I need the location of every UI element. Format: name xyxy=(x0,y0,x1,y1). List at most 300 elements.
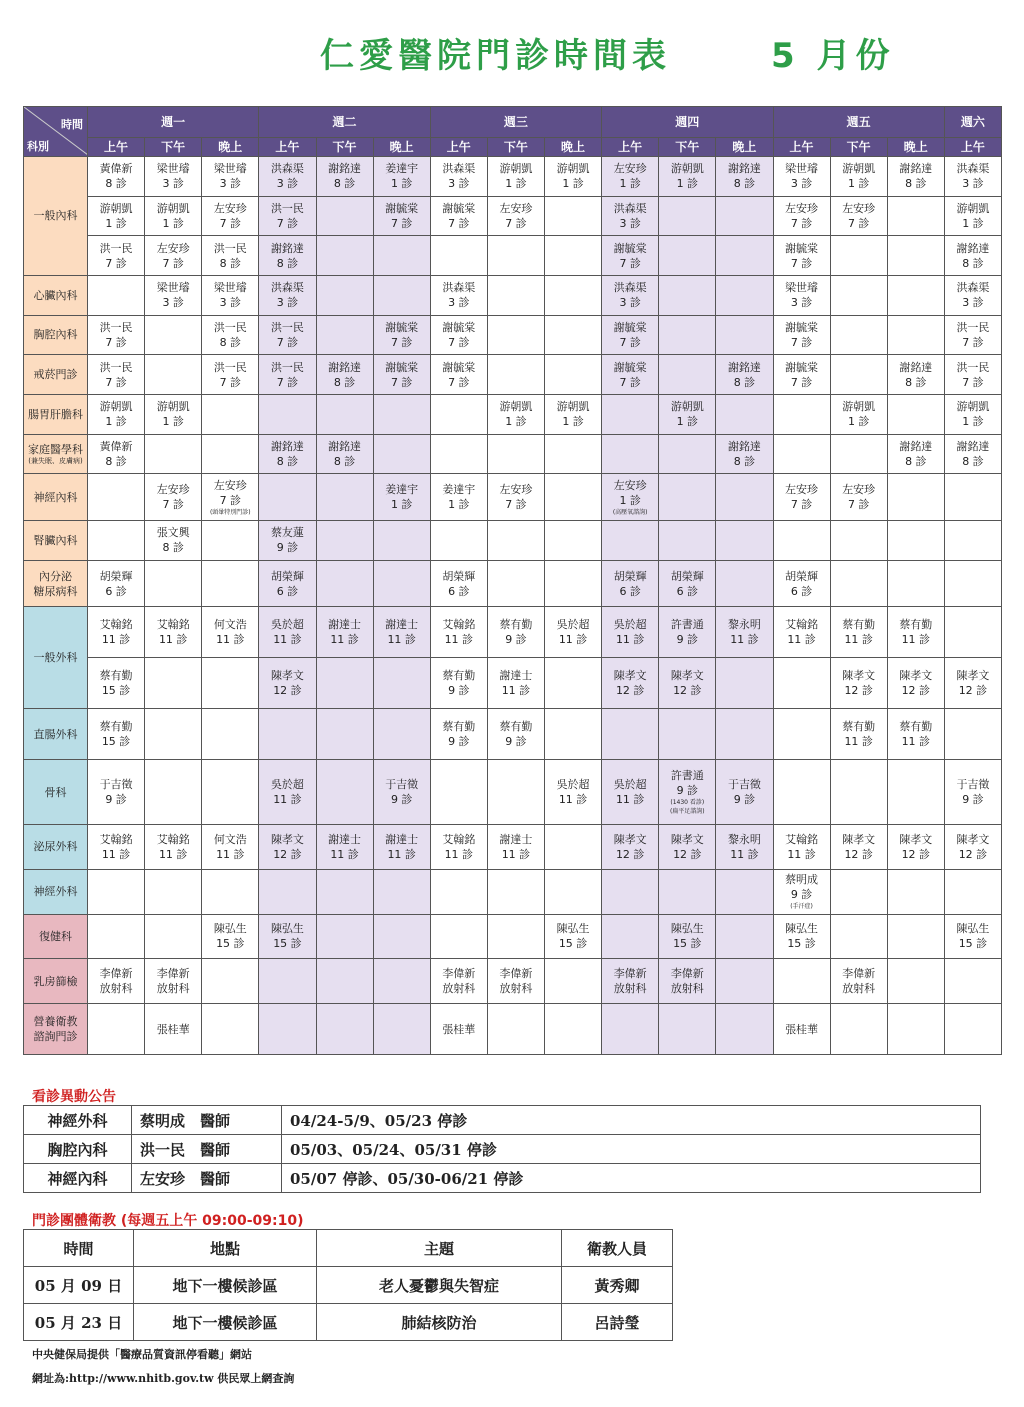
schedule-cell xyxy=(145,521,202,561)
schedule-cell xyxy=(602,959,659,1004)
doctor-entry: 游朝凱 1 診 xyxy=(670,400,704,429)
schedule-cell xyxy=(259,275,316,315)
slot-header: 下午 xyxy=(145,138,202,157)
schedule-cell xyxy=(316,521,373,561)
dept-label: 胸腔內科 xyxy=(33,328,78,342)
doctor-entry: 謝毓棠 7 診 xyxy=(385,201,419,230)
doctor-entry: 艾翰銘 11 診 xyxy=(442,618,476,647)
schedule-cell xyxy=(202,157,259,197)
schedule-cell xyxy=(944,394,1001,434)
doctor-entry: 蔡有勤 9 診 xyxy=(499,720,533,749)
schedule-cell xyxy=(373,521,430,561)
dept-label: 骨科 xyxy=(44,785,67,799)
schedule-cell xyxy=(545,825,602,870)
schedule-cell xyxy=(430,474,487,521)
edu-staff: 黃秀卿 xyxy=(562,1267,673,1304)
schedule-cell xyxy=(88,658,145,709)
schedule-cell xyxy=(487,434,544,474)
dept-label: 神經外科 xyxy=(33,885,78,899)
schedule-cell xyxy=(602,434,659,474)
schedule-cell xyxy=(944,1004,1001,1055)
schedule-cell xyxy=(659,914,716,959)
schedule-cell xyxy=(88,869,145,914)
schedule-cell xyxy=(659,196,716,236)
schedule-cell xyxy=(659,236,716,276)
notice-dates: 04/24-5/9、05/23 停診 xyxy=(282,1106,981,1135)
schedule-cell xyxy=(773,236,830,276)
slot-header: 下午 xyxy=(316,138,373,157)
schedule-cell xyxy=(887,315,944,355)
schedule-cell xyxy=(145,869,202,914)
schedule-cell xyxy=(830,709,887,760)
schedule-row xyxy=(24,315,1002,355)
schedule-cell xyxy=(716,394,773,434)
schedule-cell xyxy=(887,1004,944,1055)
dept-cell xyxy=(24,959,88,1004)
doctor-entry: 陳孝文 12 診 xyxy=(899,832,933,861)
doctor-entry: 謝銘達 8 診 xyxy=(899,360,933,389)
dept-label: 乳房篩檢 xyxy=(33,974,78,988)
schedule-row xyxy=(24,1004,1002,1055)
edu-header-row xyxy=(24,1230,673,1267)
notice-doctor: 左安珍 醫師 xyxy=(132,1164,282,1193)
doctor-entry: 陳孝文 12 診 xyxy=(670,669,704,698)
schedule-cell xyxy=(659,760,716,825)
schedule-cell xyxy=(773,521,830,561)
schedule-cell xyxy=(830,658,887,709)
doctor-entry: 洪森渠 3 診 xyxy=(613,281,647,310)
schedule-cell xyxy=(602,474,659,521)
schedule-cell xyxy=(830,959,887,1004)
slot-header: 晚上 xyxy=(545,138,602,157)
doctor-entry: 于吉徵 9 診 xyxy=(727,778,761,807)
schedule-cell xyxy=(316,355,373,395)
doctor-entry: 謝毓棠 7 診 xyxy=(613,320,647,349)
doctor-entry: 吳於超 11 診 xyxy=(270,778,304,807)
doctor-entry: 左安珍 7 診 xyxy=(842,201,876,230)
schedule-cell xyxy=(259,607,316,658)
schedule-cell xyxy=(487,275,544,315)
day-header: 週二 xyxy=(259,107,430,138)
schedule-cell xyxy=(944,434,1001,474)
doctor-entry: 謝達士 11 診 xyxy=(328,832,362,861)
schedule-cell xyxy=(773,355,830,395)
schedule-cell xyxy=(430,709,487,760)
schedule-cell xyxy=(602,394,659,434)
slot-header: 上午 xyxy=(259,138,316,157)
schedule-cell xyxy=(716,355,773,395)
doctor-entry: 陳孝文 12 診 xyxy=(613,832,647,861)
cell-note: (高壓氧諮詢) xyxy=(612,508,648,516)
schedule-cell xyxy=(716,474,773,521)
schedule-cell xyxy=(659,521,716,561)
schedule-cell xyxy=(602,196,659,236)
schedule-cell xyxy=(716,760,773,825)
schedule-cell xyxy=(202,434,259,474)
edu-topic: 肺結核防治 xyxy=(317,1304,562,1341)
schedule-cell xyxy=(373,157,430,197)
schedule-cell xyxy=(773,760,830,825)
schedule-cell xyxy=(830,394,887,434)
schedule-cell xyxy=(830,355,887,395)
schedule-cell xyxy=(545,394,602,434)
schedule-cell xyxy=(88,355,145,395)
schedule-cell xyxy=(88,196,145,236)
doctor-entry: 謝銘達 8 診 xyxy=(956,439,990,468)
edu-header: 地點 xyxy=(134,1230,317,1267)
schedule-cell xyxy=(545,236,602,276)
schedule-cell xyxy=(944,760,1001,825)
schedule-row xyxy=(24,607,1002,658)
doctor-entry: 謝毓棠 7 診 xyxy=(785,360,819,389)
doctor-entry: 游朝凱 1 診 xyxy=(842,400,876,429)
schedule-cell xyxy=(944,355,1001,395)
schedule-cell xyxy=(716,157,773,197)
schedule-cell xyxy=(430,914,487,959)
schedule-cell xyxy=(773,560,830,607)
schedule-cell xyxy=(430,825,487,870)
doctor-entry: 蔡有勤 11 診 xyxy=(899,618,933,647)
doctor-entry: 左安珍 7 診 xyxy=(785,483,819,512)
doctor-entry: 謝達士 11 診 xyxy=(328,618,362,647)
schedule-cell xyxy=(430,560,487,607)
doctor-entry: 胡榮輝 6 診 xyxy=(270,569,304,598)
schedule-cell xyxy=(259,1004,316,1055)
schedule-cell xyxy=(259,658,316,709)
schedule-cell xyxy=(944,825,1001,870)
doctor-entry: 游朝凱 1 診 xyxy=(670,162,704,191)
schedule-cell xyxy=(373,1004,430,1055)
day-header: 週五 xyxy=(773,107,944,138)
schedule-cell xyxy=(259,521,316,561)
schedule-cell xyxy=(659,959,716,1004)
doctor-entry: 洪一民 7 診 xyxy=(270,201,304,230)
dept-cell xyxy=(24,521,88,561)
schedule-row xyxy=(24,157,1002,197)
schedule-cell xyxy=(259,196,316,236)
doctor-entry: 謝銘達 8 診 xyxy=(727,439,761,468)
doctor-entry: 黃偉新 8 診 xyxy=(99,162,133,191)
schedule-cell xyxy=(887,607,944,658)
slot-header: 上午 xyxy=(430,138,487,157)
schedule-cell xyxy=(259,914,316,959)
schedule-cell xyxy=(316,959,373,1004)
schedule-cell xyxy=(316,869,373,914)
slot-header: 下午 xyxy=(659,138,716,157)
schedule-cell xyxy=(830,1004,887,1055)
schedule-cell xyxy=(944,315,1001,355)
schedule-cell xyxy=(944,709,1001,760)
notice-heading: 看診異動公告 xyxy=(32,1089,116,1105)
dept-label: 心臟內科 xyxy=(33,288,78,302)
dept-cell xyxy=(24,825,88,870)
schedule-cell xyxy=(202,521,259,561)
schedule-cell xyxy=(88,275,145,315)
doctor-entry: 左安珍 7 診 xyxy=(156,483,190,512)
schedule-cell xyxy=(316,709,373,760)
doctor-entry: 謝毓棠 7 診 xyxy=(613,360,647,389)
schedule-cell xyxy=(487,521,544,561)
schedule-cell xyxy=(373,825,430,870)
schedule-cell xyxy=(602,658,659,709)
edu-header: 主題 xyxy=(317,1230,562,1267)
doctor-entry: 艾翰銘 11 診 xyxy=(156,832,190,861)
doctor-entry: 蔡有勤 11 診 xyxy=(842,720,876,749)
schedule-cell xyxy=(316,236,373,276)
doctor-entry: 游朝凱 1 診 xyxy=(99,400,133,429)
dept-label: 腎臟內科 xyxy=(33,533,78,547)
schedule-cell xyxy=(373,434,430,474)
schedule-cell xyxy=(773,315,830,355)
schedule-cell xyxy=(316,914,373,959)
schedule-cell xyxy=(487,869,544,914)
day-header: 週四 xyxy=(602,107,773,138)
doctor-entry: 洪一民 7 診 xyxy=(956,360,990,389)
doctor-entry: 左安珍 7 診 xyxy=(213,201,247,230)
doctor-entry: 吳於超 11 診 xyxy=(613,618,647,647)
notice-dept: 神經外科 xyxy=(24,1106,132,1135)
doctor-entry: 蔡友蓮 9 診 xyxy=(270,526,304,555)
doctor-entry: 謝毓棠 7 診 xyxy=(385,360,419,389)
doctor-entry: 陳孝文 12 診 xyxy=(956,669,990,698)
schedule-cell xyxy=(602,560,659,607)
doctor-entry: 洪森渠 3 診 xyxy=(613,201,647,230)
schedule-cell xyxy=(259,709,316,760)
schedule-cell xyxy=(373,959,430,1004)
doctor-entry: 左安珍 1 診 xyxy=(613,162,647,191)
schedule-cell xyxy=(659,1004,716,1055)
doctor-entry: 左安珍 7 診 xyxy=(156,241,190,270)
schedule-row xyxy=(24,521,1002,561)
doctor-entry: 陳孝文 12 診 xyxy=(899,669,933,698)
doctor-entry: 梁世璿 3 診 xyxy=(213,281,247,310)
schedule-cell xyxy=(944,658,1001,709)
doctor-entry: 游朝凱 1 診 xyxy=(556,400,590,429)
schedule-cell xyxy=(830,869,887,914)
schedule-cell xyxy=(145,275,202,315)
schedule-cell xyxy=(487,474,544,521)
edu-date: 05 月 23 日 xyxy=(24,1304,134,1341)
schedule-cell xyxy=(716,658,773,709)
schedule-cell xyxy=(602,760,659,825)
doctor-entry: 洪森渠 3 診 xyxy=(956,281,990,310)
schedule-cell xyxy=(602,869,659,914)
schedule-cell xyxy=(88,560,145,607)
schedule-cell xyxy=(88,394,145,434)
slot-header: 下午 xyxy=(487,138,544,157)
schedule-row xyxy=(24,236,1002,276)
doctor-entry: 左安珍 7 診 xyxy=(499,483,533,512)
dept-cell xyxy=(24,560,88,607)
day-header: 週一 xyxy=(88,107,259,138)
doctor-entry: 吳於超 11 診 xyxy=(613,778,647,807)
schedule-cell xyxy=(944,474,1001,521)
notice-row xyxy=(24,1135,981,1164)
schedule-cell xyxy=(145,236,202,276)
doctor-entry: 張文興 8 診 xyxy=(156,526,190,555)
doctor-entry: 吳於超 11 診 xyxy=(556,618,590,647)
schedule-cell xyxy=(487,1004,544,1055)
doctor-entry: 胡榮輝 6 診 xyxy=(442,569,476,598)
dept-label: 一般內科 xyxy=(33,209,78,223)
schedule-cell xyxy=(602,709,659,760)
doctor-entry: 陳孝文 12 診 xyxy=(670,832,704,861)
doctor-entry: 游朝凱 1 診 xyxy=(99,201,133,230)
schedule-cell xyxy=(659,869,716,914)
dept-label: 直腸外科 xyxy=(33,727,78,741)
schedule-cell xyxy=(145,607,202,658)
slot-header: 晚上 xyxy=(887,138,944,157)
schedule-cell xyxy=(430,1004,487,1055)
doctor-entry: 謝達士 11 診 xyxy=(499,669,533,698)
schedule-cell xyxy=(202,959,259,1004)
schedule-cell xyxy=(202,275,259,315)
doctor-entry: 吳於超 11 診 xyxy=(556,778,590,807)
schedule-cell xyxy=(259,355,316,395)
dept-label: 泌尿外科 xyxy=(33,840,78,854)
dept-sublabel: (兼失眠、皮膚病) xyxy=(28,456,83,465)
schedule-cell xyxy=(202,869,259,914)
schedule-cell xyxy=(487,315,544,355)
doctor-entry: 謝銘達 8 診 xyxy=(899,162,933,191)
doctor-entry: 謝銘達 8 診 xyxy=(270,241,304,270)
doctor-entry: 陳孝文 12 診 xyxy=(270,832,304,861)
schedule-cell xyxy=(88,825,145,870)
schedule-cell xyxy=(88,709,145,760)
footer-line2: 網址為:http://www.nhitb.gov.tw 供民眾上網查詢 xyxy=(32,1372,295,1385)
schedule-cell xyxy=(887,560,944,607)
schedule-cell xyxy=(487,196,544,236)
doctor-entry: 謝毓棠 7 診 xyxy=(785,320,819,349)
schedule-cell xyxy=(887,236,944,276)
doctor-entry: 梁世璿 3 診 xyxy=(156,162,190,191)
slot-header: 晚上 xyxy=(716,138,773,157)
schedule-cell xyxy=(545,275,602,315)
dept-cell xyxy=(24,760,88,825)
schedule-cell xyxy=(430,521,487,561)
doctor-entry: 艾翰銘 11 診 xyxy=(785,832,819,861)
schedule-cell xyxy=(773,914,830,959)
doctor-entry: 謝毓棠 7 診 xyxy=(385,320,419,349)
schedule-cell xyxy=(88,959,145,1004)
doctor-entry: 黃偉新 8 診 xyxy=(99,439,133,468)
doctor-entry: 李偉新 放射科 xyxy=(442,967,476,996)
schedule-cell xyxy=(430,196,487,236)
doctor-entry: 游朝凱 1 診 xyxy=(956,400,990,429)
schedule-cell xyxy=(202,760,259,825)
edu-staff: 呂詩瑩 xyxy=(562,1304,673,1341)
schedule-cell xyxy=(430,658,487,709)
schedule-cell xyxy=(316,474,373,521)
schedule-cell xyxy=(659,355,716,395)
notice-dept: 神經內科 xyxy=(24,1164,132,1193)
schedule-cell xyxy=(545,521,602,561)
doctor-entry: 蔡有勤 11 診 xyxy=(842,618,876,647)
schedule-cell xyxy=(373,760,430,825)
doctor-entry: 游朝凱 1 診 xyxy=(556,162,590,191)
schedule-cell xyxy=(659,607,716,658)
schedule-cell xyxy=(202,474,259,521)
schedule-cell xyxy=(259,394,316,434)
slot-header: 上午 xyxy=(88,138,145,157)
schedule-cell xyxy=(659,434,716,474)
doctor-entry: 謝銘達 8 診 xyxy=(328,162,362,191)
doctor-entry: 謝毓棠 7 診 xyxy=(442,320,476,349)
dept-cell xyxy=(24,394,88,434)
schedule-cell xyxy=(145,1004,202,1055)
schedule-cell xyxy=(773,709,830,760)
doctor-entry: 洪一民 7 診 xyxy=(99,241,133,270)
schedule-cell xyxy=(887,959,944,1004)
schedule-cell xyxy=(545,607,602,658)
schedule-cell xyxy=(145,394,202,434)
doctor-entry: 蔡有勤 9 診 xyxy=(442,720,476,749)
schedule-cell xyxy=(145,315,202,355)
schedule-cell xyxy=(716,275,773,315)
cell-note: (1430 看診) xyxy=(670,799,705,807)
doctor-entry: 洪森渠 3 診 xyxy=(270,281,304,310)
doctor-entry: 許書通 9 診 xyxy=(670,618,704,647)
schedule-cell xyxy=(602,825,659,870)
day-header: 週六 xyxy=(944,107,1001,138)
doctor-entry: 于吉徵 9 診 xyxy=(956,778,990,807)
edu-date: 05 月 09 日 xyxy=(24,1267,134,1304)
schedule-cell xyxy=(88,607,145,658)
schedule-cell xyxy=(659,709,716,760)
schedule-cell xyxy=(487,959,544,1004)
schedule-cell xyxy=(316,1004,373,1055)
schedule-cell xyxy=(316,196,373,236)
schedule-cell xyxy=(430,869,487,914)
doctor-entry: 謝毓棠 7 診 xyxy=(442,201,476,230)
dept-cell xyxy=(24,315,88,355)
doctor-entry: 洪一民 7 診 xyxy=(213,360,247,389)
schedule-cell xyxy=(830,157,887,197)
schedule-cell xyxy=(773,474,830,521)
doctor-entry: 陳孝文 12 診 xyxy=(842,669,876,698)
schedule-cell xyxy=(202,355,259,395)
schedule-cell xyxy=(887,658,944,709)
schedule-row xyxy=(24,434,1002,474)
schedule-cell xyxy=(830,760,887,825)
schedule-cell xyxy=(145,355,202,395)
schedule-cell xyxy=(259,434,316,474)
schedule-cell xyxy=(773,869,830,914)
schedule-cell xyxy=(259,157,316,197)
schedule-cell xyxy=(202,236,259,276)
schedule-cell xyxy=(487,914,544,959)
schedule-cell xyxy=(373,709,430,760)
doctor-entry: 謝達士 11 診 xyxy=(385,618,419,647)
doctor-entry: 黎永明 11 診 xyxy=(727,832,761,861)
schedule-cell xyxy=(545,959,602,1004)
schedule-cell xyxy=(773,1004,830,1055)
schedule-cell xyxy=(830,914,887,959)
schedule-cell xyxy=(944,275,1001,315)
schedule-cell xyxy=(373,658,430,709)
doctor-entry: 謝毓棠 7 診 xyxy=(442,360,476,389)
edu-header: 衛教人員 xyxy=(562,1230,673,1267)
schedule-cell xyxy=(202,1004,259,1055)
schedule-cell xyxy=(830,825,887,870)
schedule-cell xyxy=(602,236,659,276)
slot-header: 上午 xyxy=(944,138,1001,157)
dept-cell xyxy=(24,869,88,914)
doctor-entry: 陳孝文 12 診 xyxy=(842,832,876,861)
schedule-cell xyxy=(430,157,487,197)
schedule-cell xyxy=(145,157,202,197)
doctor-entry: 黎永明 11 診 xyxy=(727,618,761,647)
